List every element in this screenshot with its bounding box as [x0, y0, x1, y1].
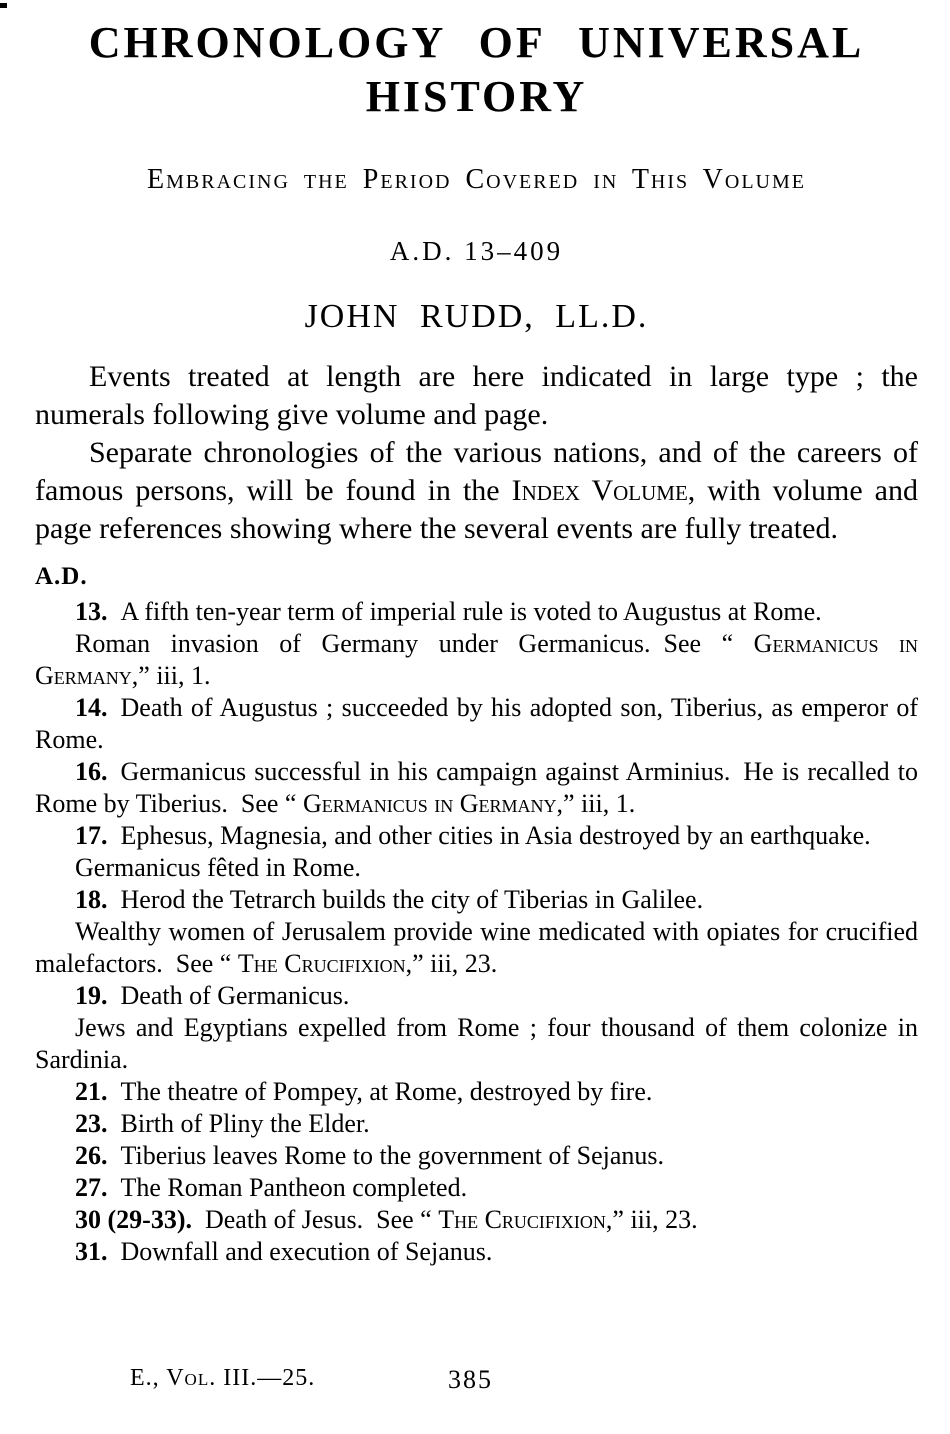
entry-year: 30 (29-33).: [75, 1205, 205, 1234]
author-name: JOHN RUDD, LL.D.: [304, 298, 649, 335]
body-text: Ephesus, Magnesia, and other cities in Asia destroyed by an earthquake.: [120, 821, 871, 850]
body-text: Separate chronologies of the various nations, and of the careers of famous persons, will be found in the: [35, 436, 918, 507]
entry-year: 21.: [75, 1077, 121, 1106]
entry-year: 19.: [75, 981, 121, 1010]
chronology-entry: [35, 1076, 918, 1108]
body-text: Germanicus successful in his campaign against Arminius. He is recalled to Rome by Tiberius. See “: [35, 757, 918, 818]
entry-year: 16.: [75, 757, 121, 786]
cross-reference-title: Index Volume: [511, 474, 688, 507]
cross-reference-title: Germanicus in Germany: [35, 629, 918, 690]
chronology-entry: [35, 916, 918, 980]
cross-reference-title: Germanicus in Germany: [302, 789, 557, 818]
volume-signature: E., Vol. III.—25.: [130, 1365, 316, 1391]
chronology-entry: [35, 820, 918, 852]
body-text: Roman invasion of Germany under Germanicus. See “: [75, 629, 754, 658]
body-text: Events treated at length are here indicated in large type ; the numerals following give volume and page.: [35, 360, 918, 431]
entry-year: 18.: [75, 885, 121, 914]
intro-section: [35, 358, 918, 548]
chronology-entry: [35, 1236, 918, 1268]
body-text: , with volume and page references showing where the several events are fully treated.: [35, 474, 918, 545]
chronology-entry: [35, 628, 918, 692]
entry-year: 23.: [75, 1109, 121, 1138]
body-text: ,” iii, 23.: [605, 1205, 698, 1234]
body-text: ,” iii, 1.: [556, 789, 636, 818]
body-text: Wealthy women of Jerusalem provide wine medicated with opiates for crucified malefactors. See “: [35, 917, 918, 978]
body-text: Death of Jesus. See “: [204, 1205, 439, 1234]
intro-paragraph: [35, 358, 918, 434]
chronology-entry: [35, 1204, 918, 1236]
chronology-entry: [35, 756, 918, 820]
subtitle: Embracing the Period Covered in This Volume: [147, 164, 806, 195]
chronology-entry: [35, 1172, 918, 1204]
entry-year: 27.: [75, 1173, 121, 1202]
body-text: Germanicus fêted in Rome.: [75, 853, 361, 882]
cross-reference-title: The Crucifixion: [237, 949, 406, 978]
chronology-entry: [35, 884, 918, 916]
body-text: ,” iii, 1.: [131, 661, 211, 690]
chronology-entry: [35, 596, 918, 628]
title-line-1: CHRONOLOGY OF UNIVERSAL: [88, 18, 865, 67]
entry-year: 26.: [75, 1141, 121, 1170]
entry-year: 31.: [75, 1237, 121, 1266]
entry-year: 17.: [75, 821, 121, 850]
body-text: Herod the Tetrarch builds the city of Tiberias in Galilee.: [120, 885, 704, 914]
body-text: ,” iii, 23.: [405, 949, 498, 978]
chronology-entry: [35, 692, 918, 756]
body-text: A fifth ten-year term of imperial rule is voted to Augustus at Rome.: [120, 597, 822, 626]
chronology-entries: [35, 596, 918, 1268]
body-text: Birth of Pliny the Elder.: [120, 1109, 370, 1138]
title-line-2: HISTORY: [365, 72, 588, 121]
body-text: The Roman Pantheon completed.: [120, 1173, 468, 1202]
cross-reference-title: The Crucifixion: [438, 1205, 606, 1234]
chronology-entry: [35, 852, 918, 884]
date-range: A.D. 13–409: [389, 236, 564, 266]
chronology-entry: [35, 1108, 918, 1140]
era-label: A.D.: [35, 563, 88, 590]
body-text: Downfall and execution of Sejanus.: [120, 1237, 493, 1266]
page-footer: [0, 1365, 950, 1397]
chronology-entry: [35, 1140, 918, 1172]
scan-artifact: [0, 3, 7, 8]
entry-year: 14.: [75, 693, 121, 722]
body-text: Jews and Egyptians expelled from Rome ; four thousand of them colonize in Sardinia.: [35, 1013, 918, 1074]
page-title: [35, 16, 918, 124]
body-text: The theatre of Pompey, at Rome, destroyed by fire.: [120, 1077, 653, 1106]
page-number: 385: [448, 1365, 493, 1394]
chronology-entry: [35, 1012, 918, 1076]
chronology-entry: [35, 980, 918, 1012]
entry-year: 13.: [75, 597, 121, 626]
body-text: Death of Germanicus.: [120, 981, 350, 1010]
body-text: Tiberius leaves Rome to the government of Sejanus.: [120, 1141, 665, 1170]
body-text: Death of Augustus ; succeeded by his adopted son, Tiberius, as emperor of Rome.: [35, 693, 918, 754]
intro-paragraph: [35, 434, 918, 548]
